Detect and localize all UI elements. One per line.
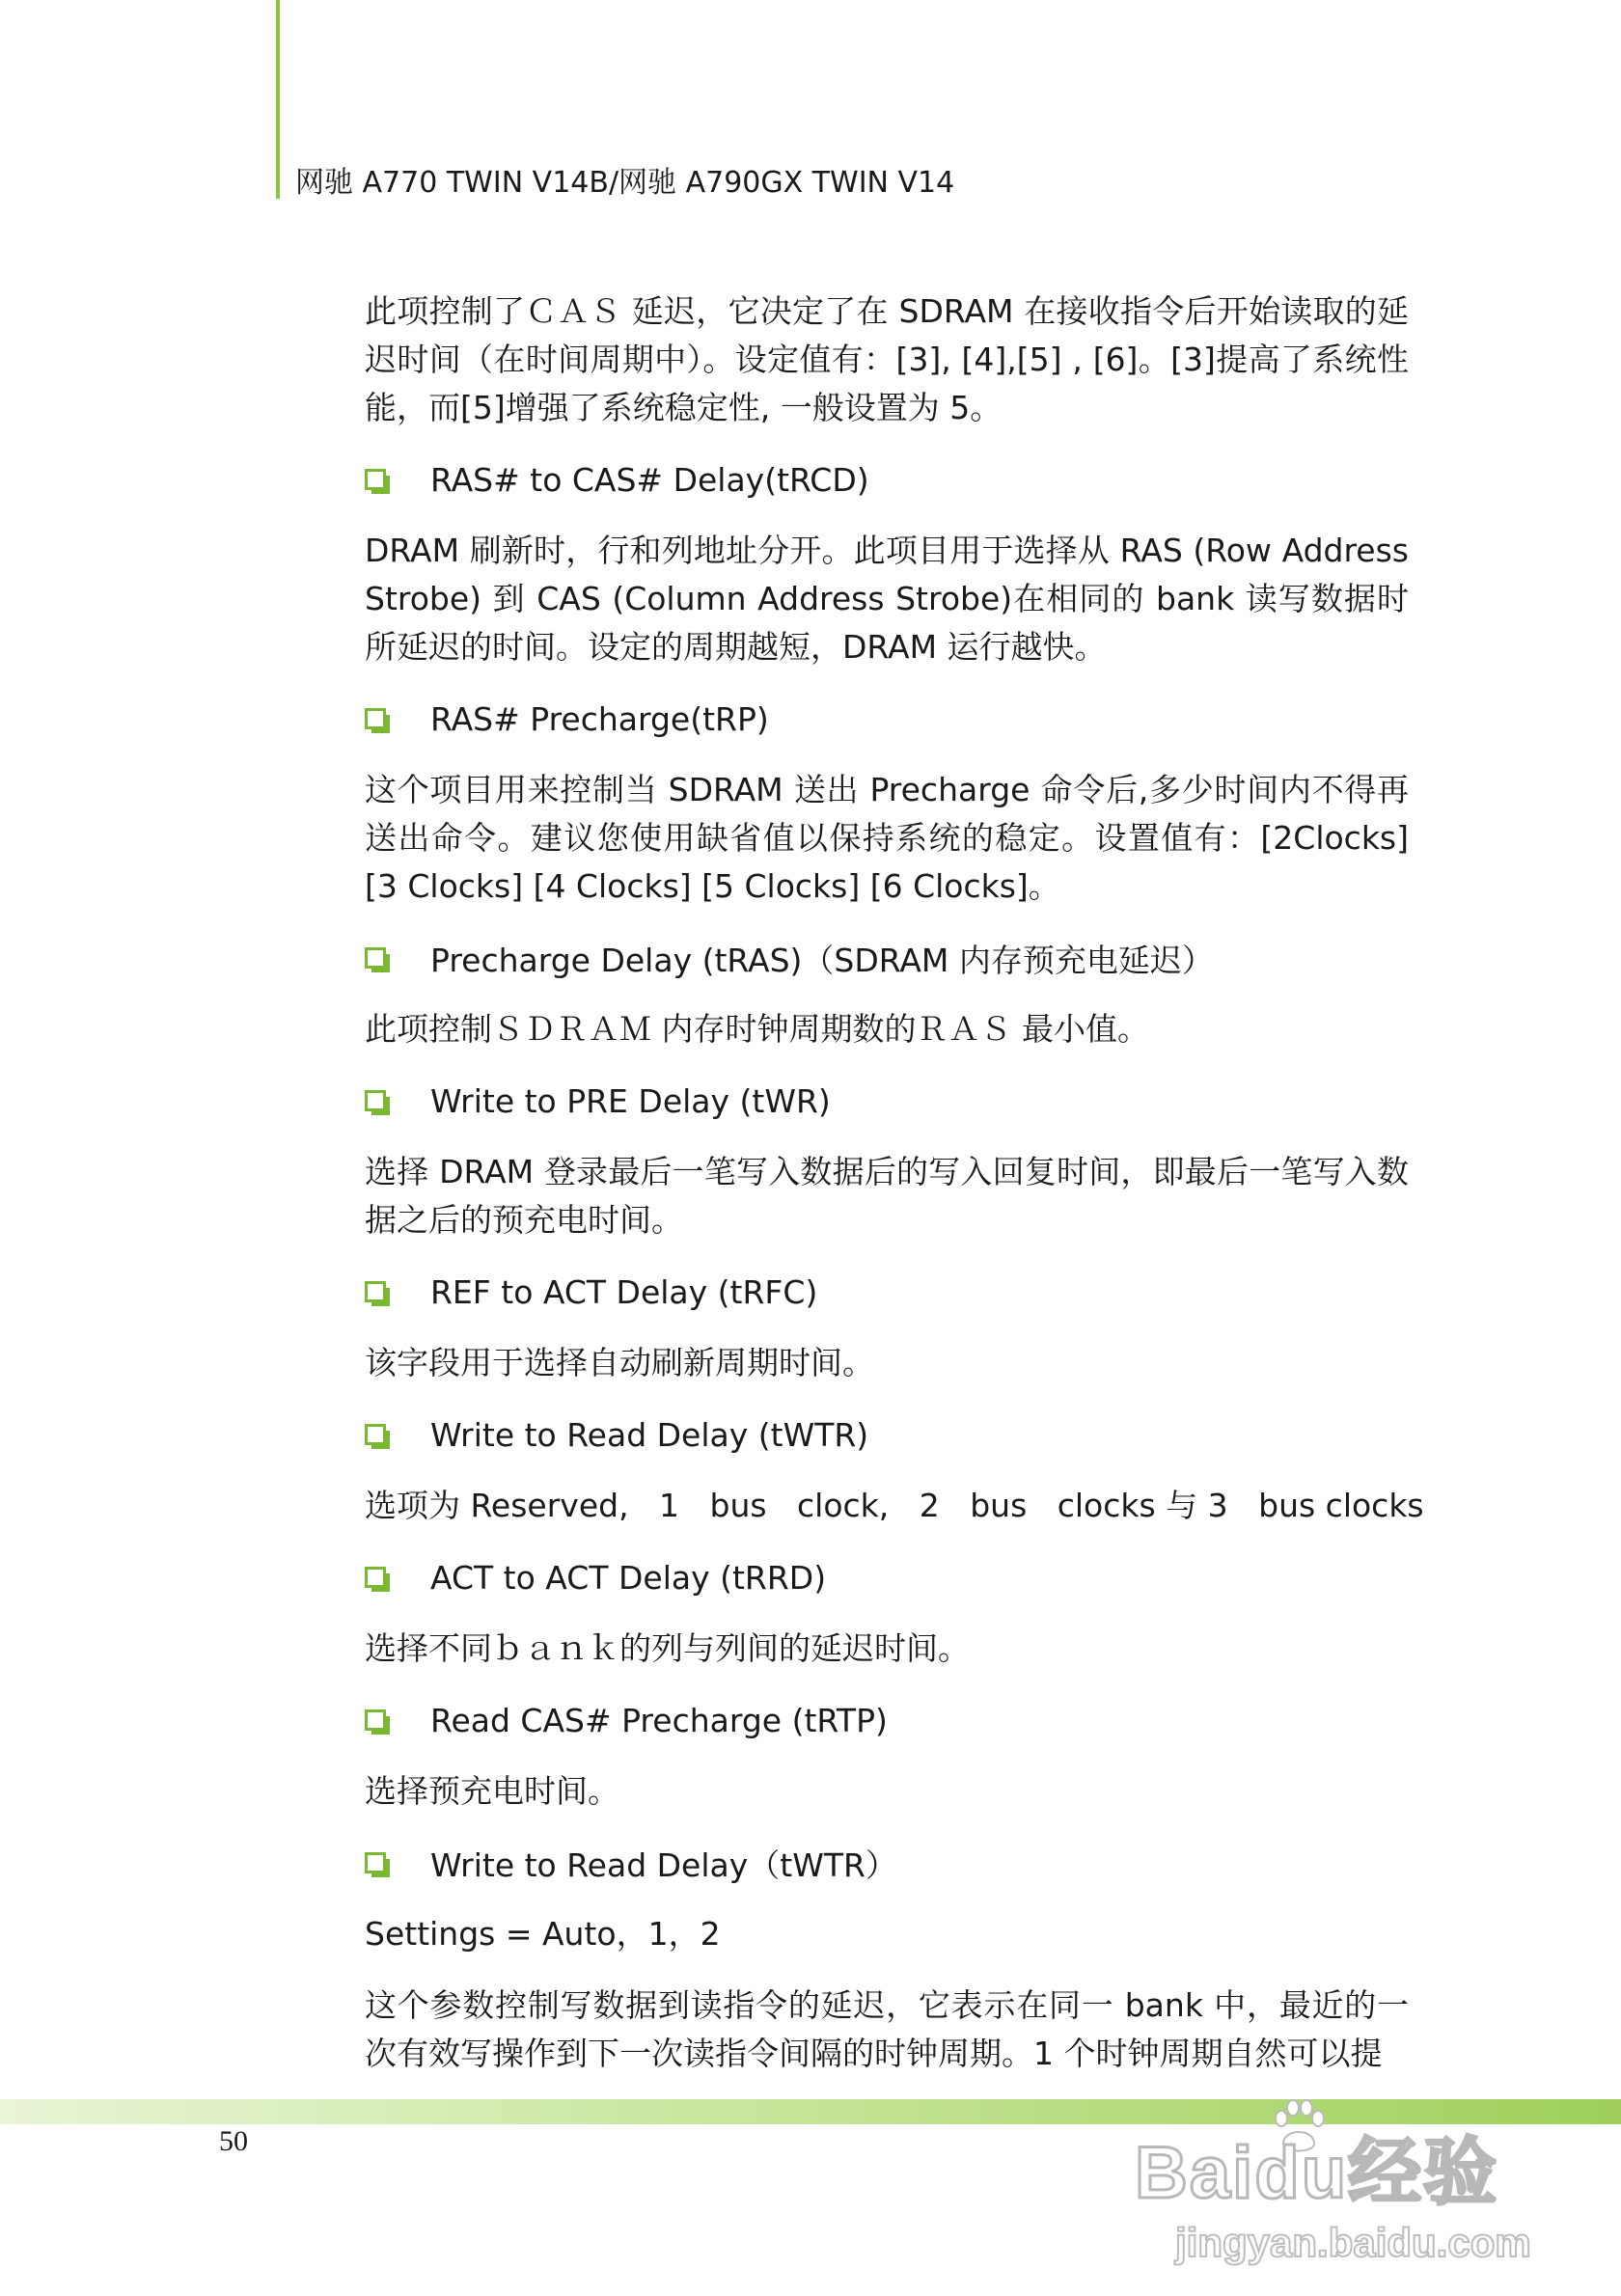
item-tWTR bbox=[365, 1410, 1409, 1459]
item-tWTR-2 bbox=[365, 1839, 1409, 1887]
paragraph-tRTP: 选择预充电时间。 bbox=[365, 1772, 619, 1810]
page-content bbox=[365, 287, 1424, 2101]
paragraph-tWTR-description: 这个参数控制写数据到读指令的延迟，它表示在同一 bank 中，最近的一次有效写操作到下一次读指令间隔的时钟周期。1 个时钟周期自然可以提 bbox=[365, 1986, 1409, 2072]
item-heading: Read CAS# Precharge (tRTP) bbox=[430, 1701, 888, 1739]
item-heading: RAS# to CAS# Delay(tRCD) bbox=[430, 460, 869, 499]
item-tRFC bbox=[365, 1268, 1409, 1316]
item-heading: REF to ACT Delay (tRFC) bbox=[430, 1272, 818, 1311]
checkbox-bullet-icon bbox=[365, 1567, 386, 1588]
item-tRRD bbox=[365, 1553, 1409, 1601]
item-heading: Write to PRE Delay (tWR) bbox=[430, 1081, 831, 1120]
paragraph-tRP: 这个项目用来控制当 SDRAM 送出 Precharge 命令后,多少时间内不得再送出命令。建议您使用缺省值以保持系统的稳定。设置值有：[2Clocks] [3 Clocks] [4 Clocks] [5 Clocks] [6 Clocks]。 bbox=[365, 771, 1409, 905]
header-accent-bar bbox=[276, 0, 280, 199]
item-tRCD bbox=[365, 455, 1409, 504]
paragraph-tWR: 选择 DRAM 登录最后一笔写入数据后的写入回复时间，即最后一笔写入数据之后的预充电时间。 bbox=[365, 1153, 1409, 1239]
checkbox-bullet-icon bbox=[365, 1281, 386, 1302]
checkbox-bullet-icon bbox=[365, 1709, 386, 1731]
checkbox-bullet-icon bbox=[365, 1424, 386, 1445]
checkbox-bullet-icon bbox=[365, 469, 386, 490]
checkbox-bullet-icon bbox=[365, 708, 386, 729]
paragraph-tRFC: 该字段用于选择自动刷新周期时间。 bbox=[365, 1344, 874, 1381]
item-heading: ACT to ACT Delay (tRRD) bbox=[430, 1558, 827, 1597]
checkbox-bullet-icon bbox=[365, 1852, 386, 1873]
checkbox-bullet-icon bbox=[365, 1090, 386, 1111]
paragraph-tRRD: 选择不同ｂａｎｋ的列与列间的延迟时间。 bbox=[365, 1629, 970, 1667]
page-number: 50 bbox=[219, 2125, 248, 2157]
item-tRAS bbox=[365, 934, 1409, 982]
checkbox-bullet-icon bbox=[365, 947, 386, 969]
header-title: 网驰 A770 TWIN V14B/网驰 A790GX TWIN V14 bbox=[295, 166, 955, 200]
item-tRP bbox=[365, 695, 1409, 743]
paragraph-tRAS: 此项控制ＳＤＲＡＭ 内存时钟周期数的ＲＡＳ 最小值。 bbox=[365, 1010, 1149, 1048]
paragraph-tRCD: DRAM 刷新时，行和列地址分开。此项目用于选择从 RAS (Row Address Strobe) 到 CAS (Column Address Strobe)在相同的 bank 读写数据时所延迟的时间。设定的周期越短，DRAM 运行越快。 bbox=[365, 532, 1409, 666]
item-tWR bbox=[365, 1077, 1409, 1125]
item-heading: Write to Read Delay (tWTR) bbox=[430, 1415, 869, 1454]
watermark-url: jingyan.baidu.com bbox=[1175, 2220, 1531, 2265]
watermark-brand: Baidu经验 bbox=[1135, 2132, 1499, 2214]
item-heading: RAS# Precharge(tRP) bbox=[430, 699, 769, 738]
paragraph-tWTR: 选项为 Reserved, 1 bus clock, 2 bus clocks 与 3 bus clocks bbox=[365, 1487, 1424, 1524]
item-heading: Write to Read Delay（tWTR） bbox=[430, 1845, 897, 1884]
baidu-jingyan-watermark bbox=[1135, 2091, 1531, 2275]
item-heading: Precharge Delay (tRAS)（SDRAM 内存预充电延迟） bbox=[430, 941, 1214, 979]
paragraph-tWTR-settings: Settings = Auto，1，2 bbox=[365, 1915, 721, 1953]
paragraph-cas-latency: 此项控制了ＣＡＳ 延迟，它决定了在 SDRAM 在接收指令后开始读取的延迟时间（在时间周期中）。设定值有：[3], [4],[5] , [6]。[3]提高了系统性能，而[5]增强了系统稳定性, 一般设置为 5。 bbox=[365, 292, 1409, 426]
item-tRTP bbox=[365, 1696, 1409, 1744]
